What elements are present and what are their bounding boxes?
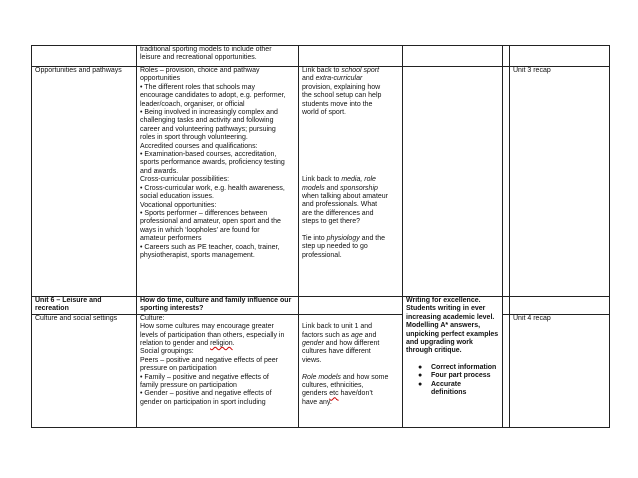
- success-criteria-list: [406, 364, 499, 398]
- literacy-cell: [403, 67, 503, 297]
- content-cell: Culture: How some cultures may encourage greater levels of participation than others, especially in relation to gender and religion. Social groupings: Peers – positive and negative effects of peer pressure on participation • Family – positive and negative effects of family pressure on participation • Gender – positive and negative effects of gender on participation in sport including: [137, 314, 299, 427]
- content-cell: traditional sporting models to include other leisure and recreational opportunities.: [137, 46, 299, 67]
- bullet-icon: ●: [418, 372, 423, 380]
- topic-cell: [32, 46, 137, 67]
- links-cell: Link back to unit 1 and factors such as age and gender and how different cultures have different views. Role models and how some cultures, ethnicities, genders etc have/don’t have any.: [299, 314, 403, 427]
- key-question-cell: How do time, culture and family influence our sporting interests?: [137, 297, 299, 315]
- bullet-icon: ●: [418, 363, 423, 371]
- table-row: [32, 67, 610, 297]
- list-item: ● Four part process: [418, 372, 491, 380]
- spacer-cell: [503, 314, 510, 427]
- recap-cell: [510, 46, 610, 67]
- spellcheck-word: religion: [210, 340, 233, 348]
- spacer-cell: [503, 67, 510, 297]
- table-row: [32, 297, 610, 315]
- topic-title: Opportunities and pathways: [35, 67, 122, 74]
- list-item: ● Correct information: [418, 363, 497, 371]
- recap-cell: [510, 297, 610, 315]
- list-item: ● Accurate: [418, 380, 461, 388]
- spacer-cell: [503, 297, 510, 315]
- spacer-cell: [503, 46, 510, 67]
- links-cell: [299, 46, 403, 67]
- scheme-of-work-table: [31, 45, 610, 428]
- recap-cell: [510, 314, 610, 427]
- links-cell: [299, 297, 403, 315]
- spellcheck-word: etc: [329, 390, 339, 398]
- bullet-icon: ●: [418, 380, 423, 388]
- list-item: definitions: [431, 389, 467, 397]
- links-cell: Link back to school sport and extra-curricular provision, explaining how the school setup can help students move into the world of sport. Link back to media, role models and sponsorship when talking about amateur and professionals. What are the differences and steps to get there? Tie into physiology and the step up needed to go professional.: [299, 67, 403, 297]
- literacy-cell: Writing for excellence. Students writing in ever increasing academic level. Modelling A* answers, unpicking perfect examples and upgrading work through critique. ● Correct information ● Four part process ● Accurate definitions: [403, 297, 503, 428]
- table-row: [32, 46, 610, 67]
- topic-cell: [32, 314, 137, 427]
- table-row: [32, 314, 610, 427]
- topic-cell: [32, 67, 137, 297]
- topic-title: Culture and social settings: [35, 314, 118, 322]
- recap-cell: [510, 67, 610, 297]
- unit-title-cell: Unit 6 – Leisure and recreation: [32, 297, 137, 315]
- literacy-cell: [403, 46, 503, 67]
- recap-label: Unit 4 recap: [513, 314, 551, 322]
- content-cell: Roles – provision, choice and pathway opportunities • The different roles that schools may encourage candidates to adopt, e.g. performer, leader/coach, organiser, or official • Being involved in increasingly complex and challenging tasks and activity and following career and volunteering pathways; pursuing roles in sport through volunteering. Accredited courses and qualifications: • Examination-based courses, accreditation, sports performance awards, proficiency testing and awards. Cross-curricular possibilities: • Cross-curricular work, e.g. health awareness, social education issues. Vocational opportunities: • Sports performer – differences between professional and amateur, open sport and the ways in which ‘loopholes’ are found for amateur performers • Careers such as PE teacher, coach, trainer, physiotherapist, sports management.: [137, 67, 299, 297]
- recap-label: Unit 3 recap: [513, 67, 551, 74]
